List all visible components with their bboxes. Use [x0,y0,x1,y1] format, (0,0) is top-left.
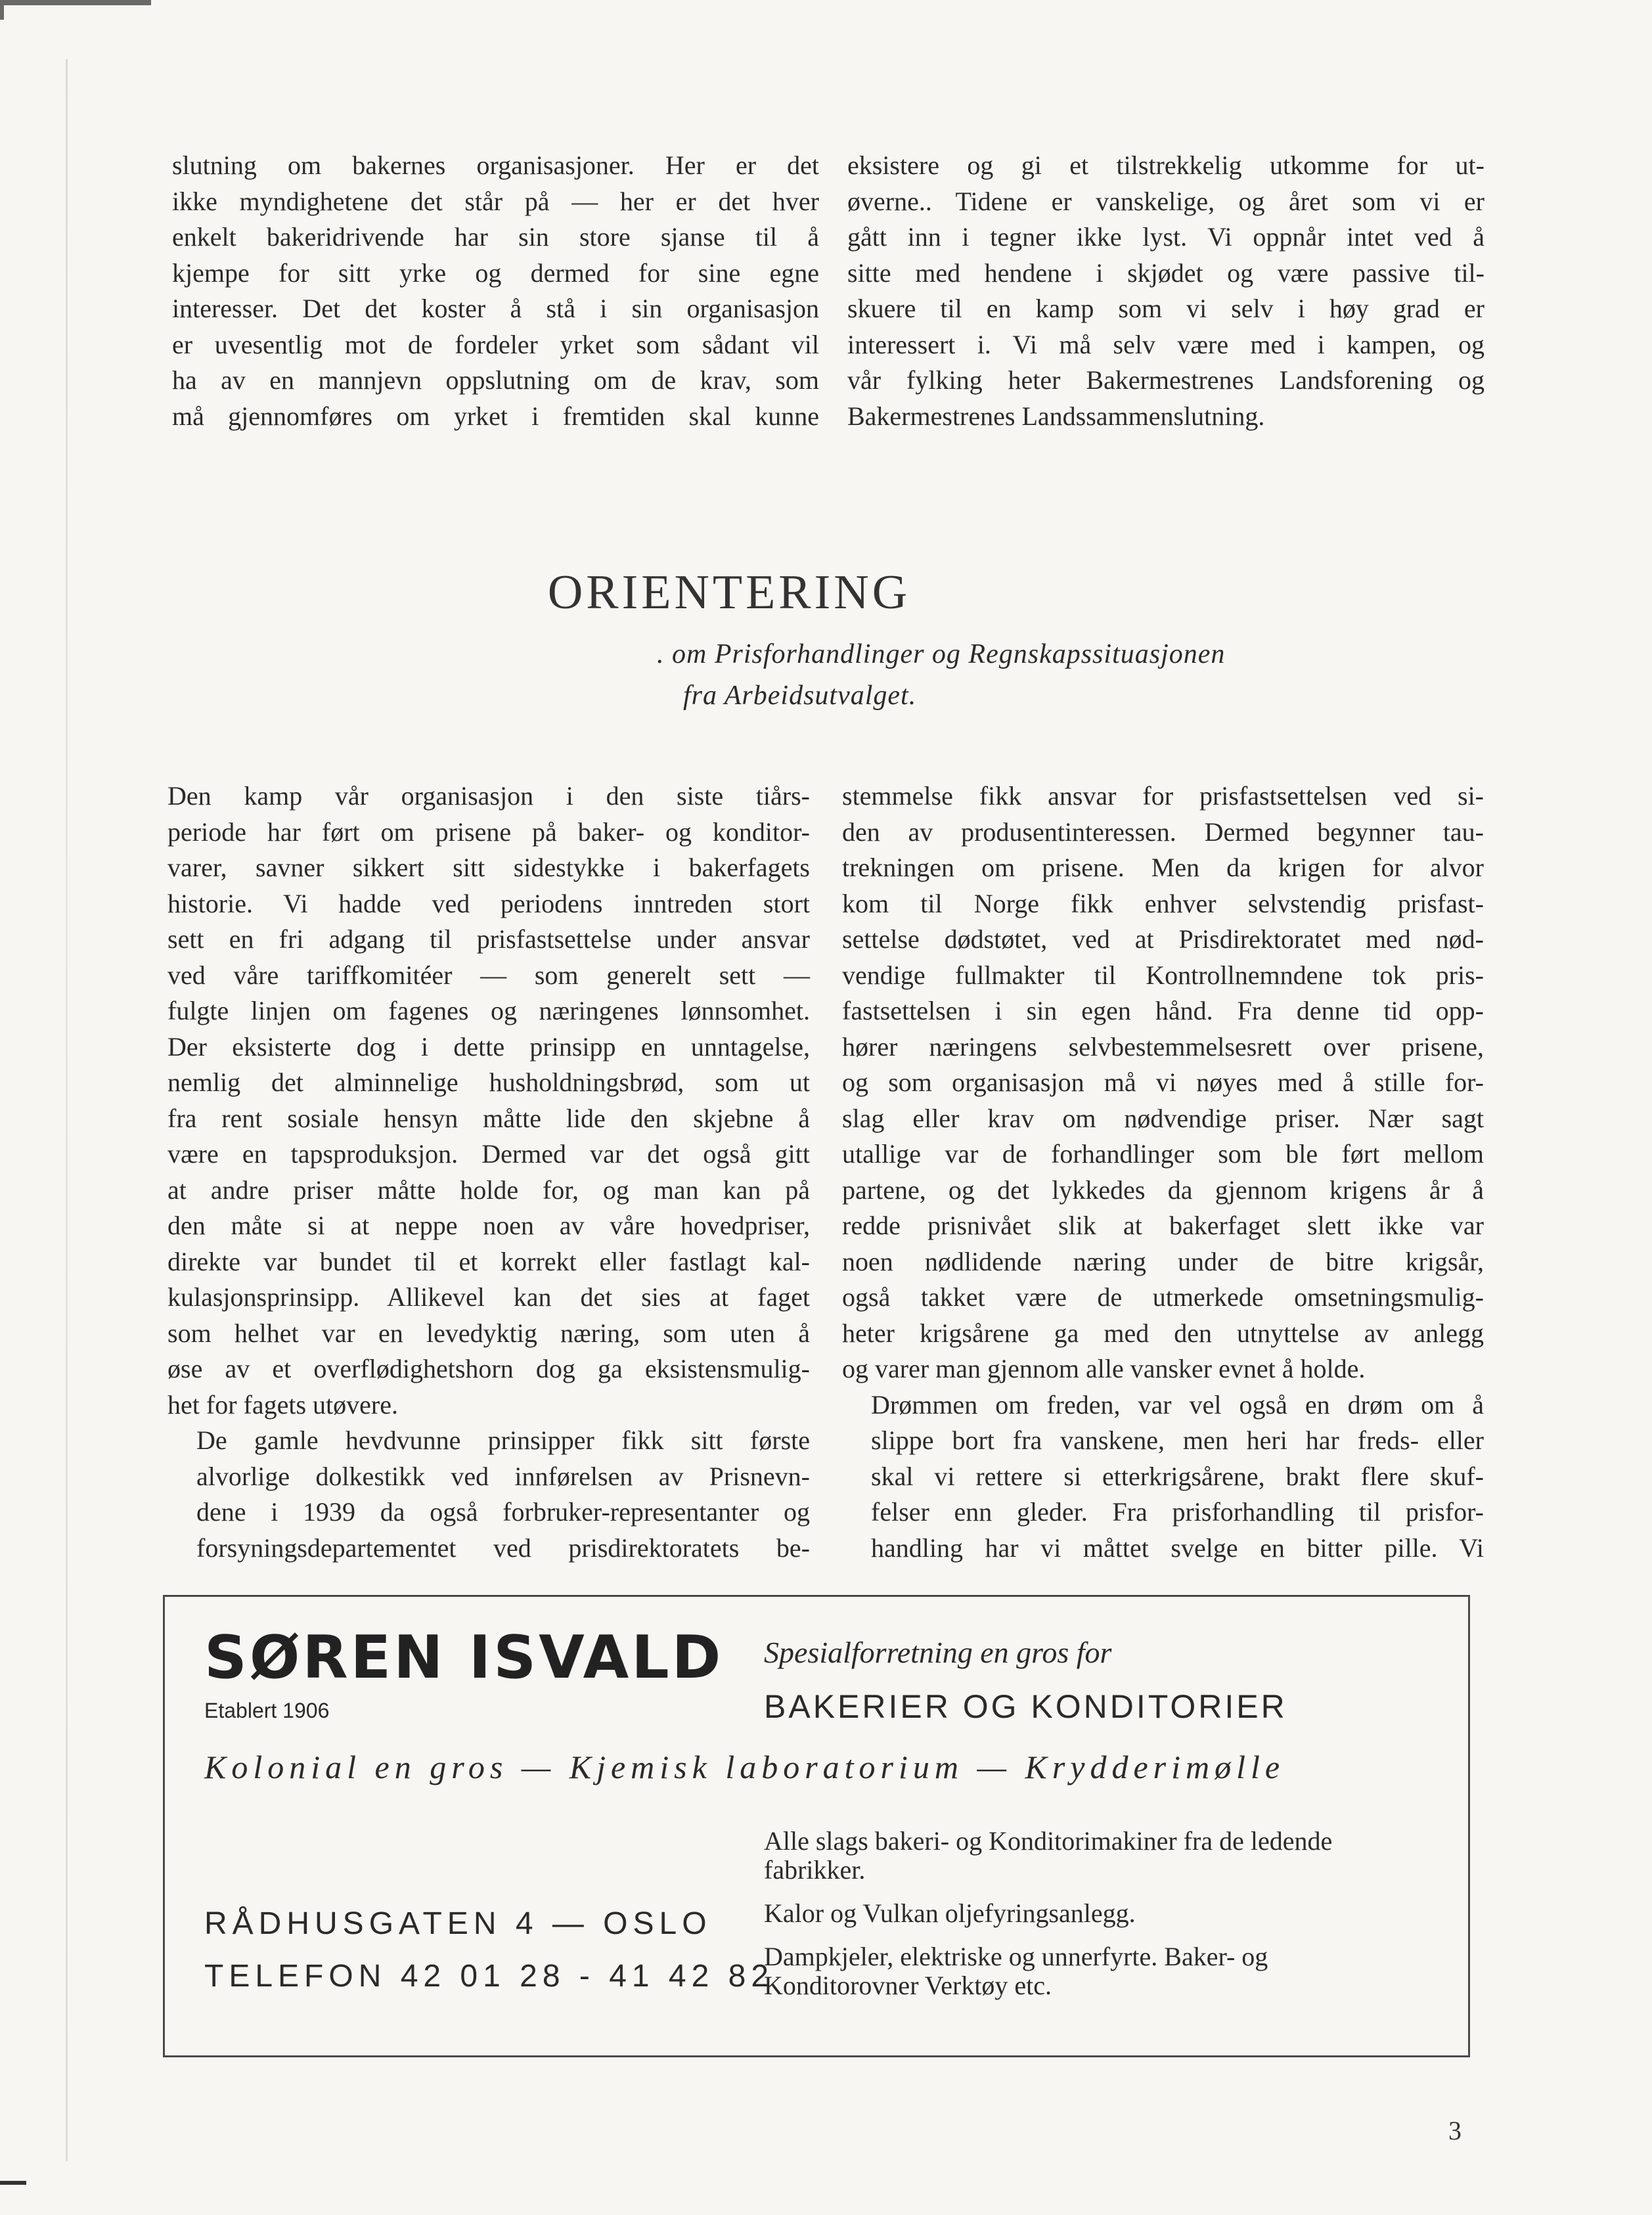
text-line: hører næringens selvbestemmelsesrett over prisene, [842,1031,1484,1062]
text-line: ikke myndighetene det står på — her er det hver [172,186,819,216]
text-line: må gjennomføres om yrket i fremtiden skal kunne [172,401,819,431]
text-line: utallige var de forhandlinger som ble ført mellom [842,1139,1484,1169]
text-line: forsyningsdepartementet ved prisdirektoratets be- [196,1533,810,1563]
text-line: øse av et overflødighetshorn dog ga eksistensmulig- [167,1354,810,1383]
text-line: Der eksisterte dog i dette prinsipp en unntagelse, [167,1031,810,1062]
text-line: og varer man gjennom alle vansker evnet å holde. [842,1354,1366,1383]
text-line: eksistere og gi et tilstrekkelig utkomme for ut- [847,150,1485,180]
text-line: fastsettelsen i sin egen hånd. Fra denne tid opp- [842,996,1484,1025]
article-subtitle-line2: fra Arbeidsutvalget. [683,681,917,711]
ad-offer-list [764,1827,1355,2015]
ad-brand-name: SØREN ISVALD [204,1623,724,1692]
text-line: trekningen om prisene. Men da krigen for alvor [842,853,1484,882]
advertisement-box [163,1595,1470,2057]
text-line: settelse dødstøtet, ved at Prisdirektoratet med nød- [842,924,1484,954]
text-line: vendige fullmakter til Kontrollnemndene tok pris- [842,960,1484,990]
text-line: som helhet var en levedyktig næring, som uten å [167,1318,810,1348]
article-left-column [167,778,810,1566]
text-line: slippe bort fra vanskene, men heri har freds- eller [871,1425,1484,1455]
text-line: enkelt bakeridrivende har sin store sjanse til å [172,222,819,252]
text-line: også takket være de utmerkede omsetningsmulig- [842,1282,1484,1312]
text-line: interesser. Det det koster å stå i sin organisasjon [172,294,819,323]
text-line: heter krigsårene ga med den utnyttelse av anlegg [842,1318,1484,1348]
text-line: at andre priser måtte holde for, og man kan på [167,1175,810,1205]
text-line: øverne.. Tidene er vanskelige, og året som vi er [847,186,1485,216]
ad-offer-item: Kalor og Vulkan oljefyringsanlegg. [764,1898,1136,1928]
article-paragraph [842,1387,1484,1567]
text-line: gått inn i tegner ikke lyst. Vi oppnår intet ved å [847,222,1485,252]
top-left-column [172,148,819,434]
scan-edge-shadow [66,59,68,2161]
text-line: het for fagets utøvere. [167,1389,398,1420]
text-line: ved våre tariffkomitéer — som generelt sett — [167,960,810,990]
scan-bottom-mark [0,2181,26,2185]
article-title: ORIENTERING [547,566,911,619]
text-line: skal vi rettere si etterkrigsårene, brakt flere skuf- [871,1461,1484,1491]
text-line: slag eller krav om nødvendige priser. Nær sagt [842,1103,1484,1133]
text-line: alvorlige dolkestikk ved innførelsen av Prisnevn- [196,1461,810,1491]
text-line: er uvesentlig mot de fordeler yrket som sådant vil [172,329,819,359]
ad-tagline: Spesialforretning en gros for [764,1636,1112,1669]
text-line: fra rent sosiale hensyn måtte lide den skjebne å [167,1103,810,1133]
text-line: De gamle hevdvunne prinsipper fikk sitt første [196,1425,810,1455]
text-line: redde prisnivået slik at bakerfaget slett ikke var [842,1211,1484,1240]
text-line: den av produsentinteressen. Dermed begynner tau- [842,817,1484,847]
ad-offer-item: Alle slags bakeri- og Konditorimakiner fra de ledende fabrikker. [764,1826,1333,1885]
ad-phone: TELEFON 42 01 28 - 41 42 82 [204,1959,774,1994]
text-line: slutning om bakernes organisasjoner. Her er det [172,150,819,180]
text-line: vår fylking heter Bakermestrenes Landsforening og [847,365,1485,395]
subtitle-text: om Prisforhandlinger og Regnskapssituasjonen [672,639,1226,669]
text-line: kjempe for sitt yrke og dermed for sine egne [172,257,819,288]
text-line: historie. Vi hadde ved periodens inntreden stort [167,888,810,918]
text-line: den måte si at neppe noen av våre hovedpriser, [167,1211,810,1240]
scan-corner-mark [0,0,151,20]
ad-bakeries: BAKERIER OG KONDITORIER [764,1688,1287,1725]
text-line: dene i 1939 da også forbruker-representanter og [196,1497,810,1527]
ad-offer-item: Dampkjeler, elektriske og unnerfyrte. Baker- og Konditorovner Verktøy etc. [764,1942,1268,2000]
text-line: og som organisasjon må vi nøyes med å stille for- [842,1067,1484,1097]
text-line: felser enn gleder. Fra prisforhandling til prisfor- [871,1497,1484,1527]
text-line: være en tapsproduksjon. Dermed var det også gitt [167,1139,810,1169]
text-line: sett en fri adgang til prisfastsettelse under ansvar [167,924,810,954]
top-right-paragraph [847,148,1485,434]
text-line: sitte med hendene i skjødet og være passive til- [847,257,1485,288]
text-line: partene, og det lykkedes da gjennom krigens år å [842,1175,1484,1205]
ad-services: Kolonial en gros — Kjemisk laboratorium — Krydderimølle [204,1749,1285,1785]
text-line: direkte var bundet til et korrekt eller fastlagt kal- [167,1246,810,1276]
text-line: nemlig det alminnelige husholdningsbrød, som ut [167,1067,810,1097]
text-line: handling har vi måttet svelge en bitter pille. Vi [871,1533,1484,1563]
text-line: stemmelse fikk ansvar for prisfastsettelsen ved si- [842,781,1484,811]
article-right-column [842,778,1484,1566]
article-paragraph [167,778,810,1423]
text-line: fulgte linjen om fagenes og næringenes lønnsomhet. [167,996,810,1025]
text-line: Drømmen om freden, var vel også en drøm om å [871,1389,1484,1420]
text-line: skuere til en kamp som vi selv i høy grad er [847,294,1485,323]
text-line: ha av en mannjevn oppslutning om de krav, som [172,365,819,395]
text-line: Den kamp vår organisasjon i den siste tiårs- [167,781,810,811]
text-line: varer, savner sikkert sitt sidestykke i bakerfagets [167,853,810,882]
top-left-paragraph [172,148,819,434]
text-line: periode har ført om prisene på baker- og konditor- [167,817,810,847]
article-subtitle-line1: . om Prisforhandlinger og Regnskapssituasjonen [657,639,1226,669]
ad-address: RÅDHUSGATEN 4 — OSLO [204,1906,712,1941]
text-line: interessert i. Vi må selv være med i kampen, og [847,329,1485,359]
article-paragraph [842,778,1484,1387]
text-line: Bakermestrenes Landssammenslutning. [847,401,1265,431]
article-paragraph [167,1423,810,1566]
top-right-column [847,148,1485,434]
text-line: kulasjonsprinsipp. Allikevel kan det sies at faget [167,1282,810,1312]
text-line: kom til Norge fikk enhver selvstendig prisfast- [842,888,1484,918]
ad-established: Etablert 1906 [204,1699,330,1722]
page-number: 3 [1448,2116,1462,2145]
text-line: noen nødlidende næring under de bitre krigsår, [842,1246,1484,1276]
